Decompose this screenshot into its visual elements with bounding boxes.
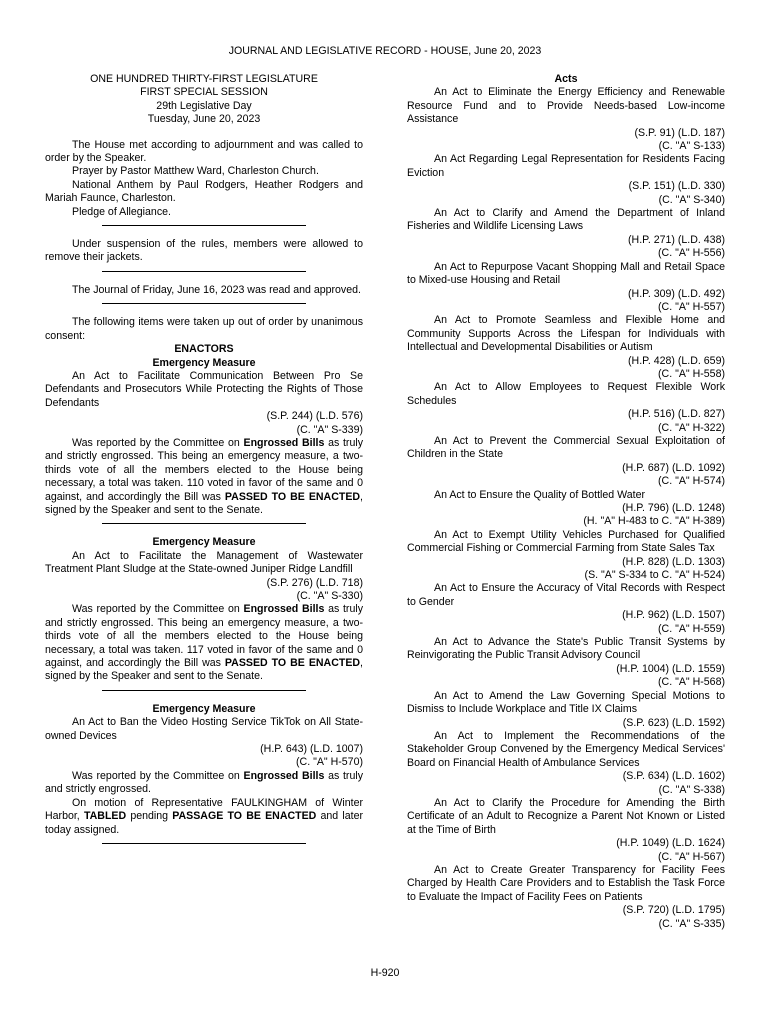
act-reference: (S.P. 91) (L.D. 187)	[634, 126, 725, 139]
page-header: JOURNAL AND LEGISLATIVE RECORD - HOUSE, June 20, 2023	[228, 45, 542, 57]
act-reference: (H.P. 428) (L.D. 659)	[628, 354, 725, 367]
emergency-measure-label: Emergency Measure	[152, 536, 256, 549]
act-reference: (S.P. 276) (L.D. 718)	[266, 576, 363, 589]
act-amendment: (C. "A" S-330)	[296, 590, 363, 602]
act-reference: (S.P. 151) (L.D. 330)	[628, 180, 725, 193]
paragraph: The following items were taken up out of order by unanimous consent:	[45, 316, 363, 342]
divider	[102, 843, 306, 844]
act-title: An Act to Clarify the Procedure for Amending the Birth Certificate of an Adult to Recognize a Parent Not Known or Listed at the Time of Birth	[407, 796, 725, 836]
act-amendment: (C. "A" S-340)	[658, 193, 725, 206]
act-title: An Act to Exempt Utility Vehicles Purchased for Qualified Commercial Fishing or Commercial Farming from State Sales Tax	[407, 528, 725, 555]
act-title: An Act to Facilitate Communication Between Pro Se Defendants and Prosecutors While Protecting the Rights of Those Defendants	[45, 369, 363, 409]
act-amendment: (H. "A" H-483 to C. "A" H-389)	[583, 515, 725, 528]
act-reference: (H.P. 1049) (L.D. 1624)	[616, 837, 725, 850]
act-title: An Act to Clarify and Amend the Department of Inland Fisheries and Wildlife Licensing Laws	[407, 207, 725, 233]
heading-line: Tuesday, June 20, 2023	[147, 113, 261, 126]
heading-line: 29th Legislative Day	[156, 99, 252, 112]
act-title: An Act Regarding Legal Representation for Residents Facing Eviction	[407, 153, 725, 179]
paragraph: National Anthem by Paul Rodgers, Heather Rodgers and Mariah Faunce, Charleston.	[45, 178, 363, 205]
act-title: An Act to Advance the State's Public Transit Systems by Reinvigorating the Public Transit Advisory Council	[407, 636, 725, 662]
page-number: H-920	[370, 967, 400, 979]
act-reference: (H.P. 796) (L.D. 1248)	[622, 502, 725, 514]
divider	[102, 690, 306, 691]
act-title: An Act to Allow Employees to Request Flexible Work Schedules	[407, 381, 725, 407]
act-title: An Act to Repurpose Vacant Shopping Mall and Retail Space to Mixed-use Housing and Retail	[407, 260, 725, 287]
act-report: Was reported by the Committee on Engrossed Bills as truly and strictly engrossed.	[45, 769, 363, 796]
act-amendment: (C. "A" H-559)	[658, 622, 725, 635]
emergency-measure-label: Emergency Measure	[152, 356, 256, 369]
act-amendment: (C. "A" H-558)	[658, 367, 725, 380]
act-amendment: (C. "A" H-567)	[658, 850, 725, 863]
act-reference: (H.P. 828) (L.D. 1303)	[622, 555, 725, 568]
act-amendment: (C. "A" H-574)	[658, 475, 725, 488]
act-title: An Act to Ensure the Quality of Bottled Water	[434, 488, 646, 501]
right-column	[407, 73, 725, 931]
act-reference: (H.P. 516) (L.D. 827)	[628, 408, 725, 421]
act-title: An Act to Promote Seamless and Flexible Home and Community Supports Across the Lifespan for Individuals with Intellectual and Developmental Disabilities or Autism	[407, 314, 725, 354]
divider	[102, 303, 306, 304]
acts-heading: Acts	[554, 73, 578, 85]
act-reference: (H.P. 643) (L.D. 1007)	[260, 743, 363, 756]
act-reference: (S.P. 623) (L.D. 1592)	[622, 716, 725, 729]
act-amendment: (C. "A" S-133)	[658, 140, 725, 153]
act-reference: (S.P. 244) (L.D. 576)	[266, 410, 363, 423]
act-title: An Act to Amend the Law Governing Special Motions to Dismiss to Include Workplace and Title IX Claims	[407, 689, 725, 716]
act-title: An Act to Eliminate the Energy Efficiency and Renewable Resource Fund and to Provide Needs-based Low-income Assistance	[407, 86, 725, 126]
act-reference: (S.P. 634) (L.D. 1602)	[622, 770, 725, 783]
heading-line: ONE HUNDRED THIRTY-FIRST LEGISLATURE	[90, 73, 318, 85]
act-amendment: (C. "A" H-568)	[658, 676, 725, 689]
act-amendment: (C. "A" H-570)	[296, 756, 363, 769]
act-report: Was reported by the Committee on Engrossed Bills as truly and strictly engrossed. This being an emergency measure, a two-thirds vote of all the members elected to the House being necessary, a total was taken. 110 voted in favor of the same and 0 against, and accordingly the Bill was PASSED TO BE ENACTED, signed by the Speaker and sent to the Senate.	[45, 436, 363, 516]
legislature-heading	[45, 73, 363, 127]
motion-text: On motion of Representative FAULKINGHAM of Winter Harbor, TABLED pending PASSAGE TO BE ENACTED and later today assigned.	[45, 796, 363, 836]
divider	[102, 271, 306, 272]
section-heading: ENACTORS	[174, 343, 234, 356]
divider	[102, 225, 306, 226]
act-amendment: (C. "A" H-557)	[658, 300, 725, 313]
act-amendment: (C. "A" S-335)	[658, 917, 725, 930]
act-amendment: (C. "A" H-556)	[658, 247, 725, 260]
act-title: An Act to Implement the Recommendations of the Stakeholder Group Convened by the Emergency Medical Services' Board on Financial Health of Ambulance Services	[407, 729, 725, 769]
paragraph: Prayer by Pastor Matthew Ward, Charleston Church.	[72, 165, 319, 178]
act-title: An Act to Ensure the Accuracy of Vital Records with Respect to Gender	[407, 582, 725, 608]
paragraph: Under suspension of the rules, members were allowed to remove their jackets.	[45, 238, 363, 264]
paragraph: The House met according to adjournment and was called to order by the Speaker.	[45, 138, 363, 165]
heading-line: FIRST SPECIAL SESSION	[140, 86, 268, 99]
act-reference: (H.P. 271) (L.D. 438)	[628, 233, 725, 246]
act-reference: (S.P. 720) (L.D. 1795)	[622, 904, 725, 917]
act-title: An Act to Ban the Video Hosting Service TikTok on All State-owned Devices	[45, 716, 363, 742]
act-reference: (H.P. 687) (L.D. 1092)	[622, 461, 725, 474]
act-title: An Act to Prevent the Commercial Sexual Exploitation of Children in the State	[407, 434, 725, 461]
paragraph: The Journal of Friday, June 16, 2023 was read and approved.	[72, 283, 361, 296]
acts-list	[407, 86, 725, 931]
emergency-measure-label: Emergency Measure	[152, 702, 256, 715]
act-title: An Act to Facilitate the Management of Wastewater Treatment Plant Sludge at the State-owned Juniper Ridge Landfill	[45, 549, 363, 576]
left-column	[45, 73, 363, 856]
act-amendment: (C. "A" S-338)	[658, 783, 725, 796]
act-amendment: (C. "A" H-322)	[658, 421, 725, 434]
act-amendment: (C. "A" S-339)	[296, 423, 363, 436]
act-title: An Act to Create Greater Transparency for Facility Fees Charged by Health Care Providers and to Establish the Task Force to Evaluate the Impact of Facility Fees on Patients	[407, 863, 725, 903]
act-reference: (H.P. 309) (L.D. 492)	[628, 287, 725, 300]
act-reference: (H.P. 1004) (L.D. 1559)	[616, 662, 725, 675]
paragraph: Pledge of Allegiance.	[72, 205, 171, 218]
act-report: Was reported by the Committee on Engrossed Bills as truly and strictly engrossed. This being an emergency measure, a two-thirds vote of all the members elected to the House being necessary, a total was taken. 117 voted in favor of the same and 0 against, and accordingly the Bill was PASSED TO BE ENACTED, signed by the Speaker and sent to the Senate.	[45, 603, 363, 683]
divider	[102, 523, 306, 524]
act-reference: (H.P. 962) (L.D. 1507)	[622, 609, 725, 622]
act-amendment: (S. "A" S-334 to C. "A" H-524)	[584, 569, 725, 582]
